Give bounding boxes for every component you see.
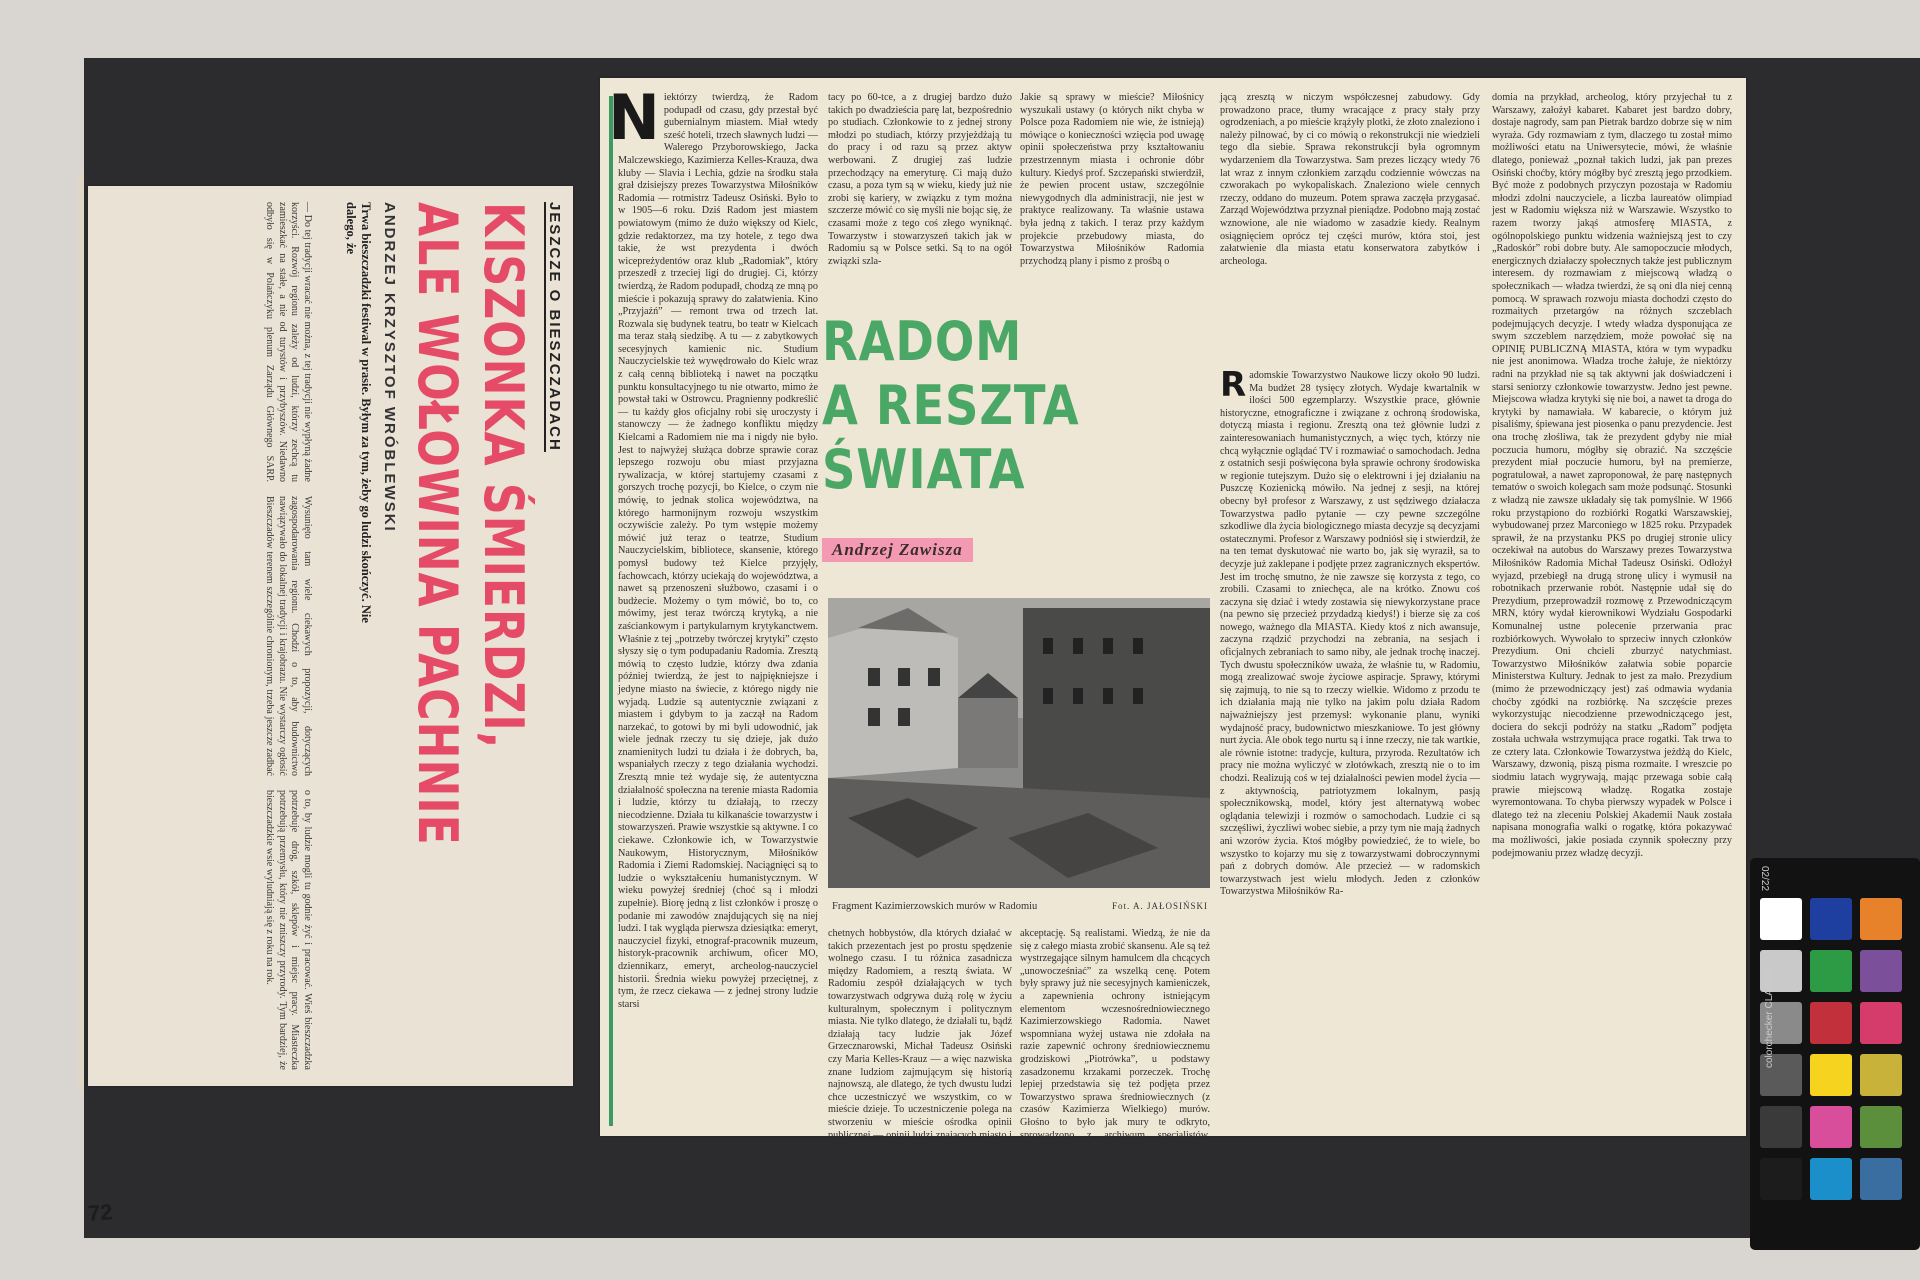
left-kicker: JESZCZE O BIESZCZADACH xyxy=(546,202,563,452)
left-byline: ANDRZEJ KRZYSZTOF WRÓBLEWSKI xyxy=(381,202,398,533)
left-clipping xyxy=(88,186,573,1086)
column-1-text: iektórzy twierdzą, że Radom podupadł od czasu, gdy przestał być gubernialnym miastem. Miał wtedy sześć hoteli, trzech sławnych ludzi — Walerego Przyborowskiego, Jacka Malczewskiego, Kazimierza Kelles-Krauza, dwa kluby — Slavia i Lechia, gdzie na środku stała grał dzisiejszy prezes Towarzystwa Miłośników Radomia — rotmistrz Tadeusz Osiński. Było to w 1905—6 roku. Dziś Radom jest miastem powiatowym (mimo że dużo większy od Kielc, gdzie redaktorzez, ma tzy hotele, z tego dwa takie, że wst prezydenta i dwóch wicepreżydentów oraz klub „Radomiak”, który przeszedł z trzeciej ligi do drugiej. Ci, którzy twierdzą, że Radom podupadł, chodzą ze mną po mieście i pokazują sprawy do załatwienia. Kino „Przyjaźń” — remont trwa od trzech lat. Rozwala się budynek teatru, bo teatr w Kielcach ma teraz stałą siedzibę. A tu — z zabytkowych secesyjnych kamienic nic. Studium Nauczycielskie też wywędrowało do Kielc wraz z całą cenną biblioteką i nawet na początku punktu konsultacyjnego tu nie otwarto, mimo że powstał taki w Ostrowcu. Pragnienny podkreślić — tu każdy głos oficjalny robi się uroczysty i stanowczy — że żadnego konfliktu między Kielcami a Radomiem nie ma i nigdy nie było. Jest to najwyżej służąca dobrze sprawie coraz lepszego rozwoju obu miast przyjazna rywalizacja, w której startujemy czasami z gorszych trochę pozycji, bo Kielce, o czym nie mówię, to jednak stolica województwa, na którego harmonijnym rozwoju wszystkim oczywiście zależy. Po tym wstępie możemy mówić już teraz o teatrze, Studium Nauczycielskim, bibliotece, skansenie, którego pomysł budowy też Kielce przyjęły, fachowcach, którzy uciekają do województwa, a nawet są przenoszeni służbowo, czasami i o budżecie. Możemy o tym mówić, bo to, co mówimy, jest teraz twórczą krytyką, a nie zaściankowym i partykularnym krytykanctwem. Właśnie z tej „potrzeby twórczej krytyki” często słyszy się o tym podupadaniu Radomia. Zresztą mówią to często ludzie, którzy dwa zdania później twierdzą, że jest to najpiękniejsze i jedyne miasto na świecie, z którego nigdy nie wyjadą. Ludzie są autentycznie związani z miastem i gdybym to ja zaczął na Radom narzekać, to gotowi by mi byli udowodnić, jak wiele jednak rzeczy tu się dzieje, jak dużo znamienitych ludzi tu działa i że dobrych, ba, wspaniałych rzeczy z tego działania wychodzi. Zresztą mnie też wydaje się, że autentyczna działalność społeczna na terenie miasta Radomia i ludzie, którzy tu działają, to rzeczy niecodzienne. Działa tu kilkanaście towarzystw i stowarzyszeń. Prawie wszystkie są aktywne. I co ciekawe. Członkowie ich, w Towarzystwie Naukowym, Historycznym, Miłośników Radomia i Ziemi Radomskiej. Naciągnięci są to ludzie o wykształceniu humanistycznym. W wieku powyżej średniej (choć są i młodzi zupełnie). Biorę jedną z list członków i proszę o podanie mi zawodów znajdujących się na niej ludzi. I tak wygląda pierwsza dziesiątka: emeryt, nauczyciel fizyki, etnograf-pracownik muzeum, historyk-pracownik archiwum, oficer MO, dziennikarz, emeryt, archeolog-nauczyciel historii. Średnia wieku powyżej przeciętnej, z tym, że rzecz ciekawa — z jednej strony ludzie starsi xyxy=(618,92,818,1010)
page-number: 72 xyxy=(87,1199,114,1226)
color-swatch xyxy=(1860,950,1902,992)
left-headline-line1: KISZONKA ŚMIERDZI, xyxy=(472,202,535,750)
color-checker-brand: colorchecker CLASSIC xyxy=(1764,965,1775,1068)
color-swatch xyxy=(1860,898,1902,940)
article-column-2a: tacy po 60-tce, a z drugiej bardzo dużo takich po dwadzieścia parę lat, bezpośrednio po studiach. Członkowie to z jednej strony młodzi po studiach, którzy przyjeżdżają tu do pracy i od razu są przez aktyw werbowani. Z drugiej zaś ludzie przechodzący na emeryturę. Ci mają dużo czasu, a poza tym są w wieku, kiedy już nie zrobi się kariery, w związku z tym można szczerze mówić co się myśli nie bojąc się, że czasami może z tego coś złego wyniknąć. Towarzystw i stowarzyszeń takich jak w Radomiu są w Polsce setki. Są to na ogół związki szla- xyxy=(828,92,1012,267)
article-column-4a: jącą zresztą w niczym współczesnej zabudowy. Gdy prowadzono prace, tłumy wracające z pracy stały przy ogrodzeniach, a po mieście krążyły plotki, że złoto znaleziono i należy pilnować, by ci co mówią o rekonstrukcji nie wiedzieli tego dla siebie. Sprawa rekonstrukcji była ogromnym wydarzeniem dla Towarzystwa. Sam prezes liczący wtedy 76 lat wraz z innym członkiem zarządu codziennie wówczas na czworakach po wykopaliskach. Znaleziono wiele cennych rzeczy, oddano do muzeum. Potem sprawa zaczęła przygasać. Zarząd Województwa przyznał pieniądze. Podobno mają zostać wznowione, ale nie wiadomo w zasadzie kiedy. Realnym osiągnięciem oprócz tej części murów, która stoi, jest załatwienie dla miasta etatu konserwatora zabytków i archeologa. xyxy=(1220,92,1480,267)
article-column-4b xyxy=(1220,365,1480,1126)
article-column-3b: akceptację. Są realistami. Wiedzą, że nie da się z całego miasta zrobić skansenu. Ale są też wystrzegające silnym hamulcem dla chcących „unowocześniać” za wszelką cenę. Potem były sprawy już nie secesyjnych kamieniczek, a zapewnienia ochrony istniejącym elementom wczesnośredniowiecznego Kazimierzowskiego Radomia. Nawet wspomniana wyżej ustawa nie zdołała na razie zapewnić ochrony średniowiecznemu grodziskowi „Piotrówka”, u podstawy zasadzonemu krzakami porzeczek. Trochę lepiej przedstawia się też podjęta przez Towarzystwo sprawa średniowiecznych (z czasów Kazimierza Wielkiego) murów. Głośno to było jak mury te odkryto, sprowadzono z archiwum specjalistów, zaprojektowano cała rekonstrukcję murów dookoła miasta, nie naruszą- xyxy=(1020,928,1210,1166)
color-swatch xyxy=(1760,1158,1802,1200)
color-swatch xyxy=(1810,1106,1852,1148)
color-swatch xyxy=(1810,1158,1852,1200)
color-swatch xyxy=(1860,1002,1902,1044)
color-swatch xyxy=(1760,1106,1802,1148)
left-body-columns: — Do tej tradycji wracać nie można, z tej tradycji nie wypłyną żadne korzyści. Rozwój regionu zależy od ludzi, którzy zechcą tu zamieszkać na stałe, a nie od turystów i przybyszów. Niedawno odbyło się w Polańczyku plenum Zarządu Głównego SARP. Wysunięto tam wiele ciekawych propozycji, dotyczących zagospodarowania regionu. Chodzi o to, aby budownictwo nawiązywało do lokalnej tradycji i krajobrazu. Nie wystarczy ogłosić Bieszczadów terenem szczególnie chronionym, trzeba jeszcze zadbać o to, by ludzie mogli tu godnie żyć i pracować. Wieś bieszczadzka potrzebuje dróg, szkół, sklepów i miejsc pracy. Miasteczka potrzebują przemysłu, który nie zniszczy przyrody. Tym bardziej, że bieszczadzkie wsie wyludniają się z roku na rok. xyxy=(264,202,313,1070)
color-swatch xyxy=(1760,898,1802,940)
article-column-2b: chetnych hobbystów, dla których działać w takich przezentach jest po prostu spędzenie wolnego czasu. I tu różnica zasadnicza między Radomiem, a resztą świata. W Radomiu zespół działających w tych towarzystwach odgrywa dużą rolę w życiu kulturalnym, społecznym i politycznym miasta. Nie tylko dlatego, że działali tu, bądź działają tacy ludzie jak Józef Grzecznarowski, Michał Tadeusz Osiński czy Maria Kelles-Krauz — a więc nazwiska znane ludziom zajmującym się historią najnowszą, ale dlatego, że tych dwustu ludzi chce uczestniczyć we wszystkim, co w mieście dzieje. To uczestniczenie polega na stworzeniu w mieście ośrodka opinii publicznej — opinii ludzi znających miasto i przywiązanych do niego. Z którą opinią, jak wszyscy przyznają, „w pewnym sensie trzeba się liczyć”. xyxy=(828,928,1012,1179)
color-swatch xyxy=(1810,1054,1852,1096)
headline-line-2: A RESZTA xyxy=(822,374,1080,437)
article-headline xyxy=(822,310,1097,502)
color-checker-card xyxy=(1750,858,1920,1250)
photo-caption xyxy=(832,901,1208,912)
drop-cap-r: R xyxy=(1220,365,1247,405)
article-author: Andrzej Zawisza xyxy=(822,538,973,562)
article-column-5: domia na przykład, archeolog, który przyjechał tu z Warszawy, założył kabaret. Kabaret jest bardzo dobry, dostaje nagrody, sam pan Pietrak bardzo dobrze się w nim wyraża. Gdy rozmawiam z tym, dlaczego tu został mimo możliwości etatu na Uniwersytecie, mówi, że właśnie dlatego, ponieważ „poznał takich ludzi, jak pan prezes Osiński choćby, który mógłby być zresztą jego przodkiem. Być może z podobnych przyczyn pozostaja w Radomiu młodzi zdolni nauczyciele, a liczba laureatów olimpiad jest w Radomiu większa niż w Warszawie. Wszystko to razem tworzy jakąś atmosferę MIASTA, z ogólnopolskiego punktu widzenia ważniejszą jest to czy „Radoskór” robi dobre buty. Ale samopoczucie młodych, energicznych działaczy społecznych także jest publicznym interesem. dy rozmawiam z miejscową władzą o społecznikach — władza twierdzi, że są oni dla niej cenną pomocą. W sprawach rozwoju miasta dochodzi często do rozmaitych przetargów na różnych szczeblach podejmujących decyzje. I wtedy władza dysponująca ze swym szczeblem narzędziem, może powołać się na OPINIĘ PUBLICZNĄ MIASTA, która w tym wypadku nie jest anonimowa. Władza troche żałuje, że niektórzy radni na przykład nie są tak aktywni jak doświadczeni i starsi seniorzy członkowie towarzystw. Jedno jest pewne. Miejscowa władza krytyki się nie boi, a nawet ta droga do krytyki by namawiała. W kabarecie, o którym już pisaliśmy, śpiewana jest piosenka o panu prezydencie. Jest ona trochę złośliwa, tak że prezydent gdyby nie miał poczucia humoru, mógłby się obrazić. Na szczęście prezydent miał poczucie humoru, był na premierze, pogratulował, a nawet zaproponował, że parę następnych tematów o swoich kolegach sam może podsunąć. Stosunki z władzą nie zawsze układały się tak pomyślnie. W 1966 roku przystąpiono do rozbiórki Rogatki Warszawskiej, wybudowanej przez Marconiego w 1825 roku. Przypadek sprawił, że na przystanku PKS po drugiej stronie ulicy oczekiwał na autobus do Warszawy prezes Towarzystwa Miłośników Radomia Michał Tadeusz Osiński. Odłożył wyjazd, przebiegł na drugą stronę ulicy i wymusił na robotnikach przerwanie robót. Następnie udał się do Prezydium, przeprowadził rozmowę z Przewodniczącym MRN, który wydał kierownikowi Wydziału Gospodarki Komunalnej ustne polecenie przerwania prac rozbiórkowych. Wywołało to sprzeciw innych członków Prezydium. Oni chcieli zburzyć natychmiast. Towarzystwo Miłośników załatwia sobie poparcie Ministerstwa Kultury. Jednak to jest za mało. Prezydium (mimo że przewodniczący jest) zaś odmawia wydania choćby zgódki na rozbiórkę. Na szczęście prezes wykorzystując niecodzienne przewodniczącego jest, dociera do sekcji podróży na statku „Radom” podjęta została uchwała wstrzymująca prace rogatki. Tak trwa to ze cztery lata. Członkowie Towarzystwa jeżdżą do Kielc, Warszawy, dzwonią, piszą pisma rozmaite. I wreszcie po siodmiu latach wygrywają, mając przewaga sobie całą prawie miejscową władzę. Rogatka zostaje wyremontowana. To chyba pierwszy wypadek w Polsce i dlatego też na zleceniu Polskiej Akademii Nauk została napisana monografia walki o rogatkę, która pokazywać ma możliwości, jakie posiada czynnik społeczny przy podejmowaniu przez władzę decyzji. xyxy=(1492,92,1732,859)
headline-line-1: RADOM xyxy=(822,310,1023,373)
column-4b-text: adomskie Towarzystwo Naukowe liczy około 90 ludzi. Ma budżet 28 tysięcy złotych. Wydaje kwartalnik w ilości 500 egzemplarzy. Wszystkie prace, głównie historyczne, etnograficzne i związane z ochroną środowiska, dotyczą miasta i regionu. Zresztą ona też głównie ludzi z zainteresowaniach humanistycznych, a więc tych, którzy nie chcą wyłącznie oglądać TV i rozmawiać o samochodach. Jedna z ostatnich sesji poświęcona była sprawie ochrony środowiska w regionie tutejszym. Dużo się o elektrowni i jej działaniu na Puszczę Kozienicką mówiło. Na jednej z sesji, na której obecny był profesor z Warszawy, z ust sędziwego działacza Towarzystwa padło pytanie — czy pewne szczególne szkodliwe dla życia biologicznego miasta decyzje są decyzjami ostatecznymi. Profesor z Warszawy podniósł się i stwierdził, że na ten temat dyskutować nie warto bo, jak się wyraził, sa to decyzje już zaklepane i podjęte przez zagranicznych ekspertów. Jest im trochę smutno, że nie zawsze się korzysta z tego, co zrobili. Czasami to zniechęca, ale na krótko. Znowu coś zaczyna się dziać i wtedy zostawia się niewykorzystane prace (na pewno się przecież przydadzą kiedyś!) i bierze się za coś nowego, ważnego dla MIASTA. Kiedy ktoś z nich awansuje, zaczyna rządzić przychodzi na zebrania, na sesjach i oficjalnych zebraniach to samo niby, ale jednak trochę inaczej. Tych dwustu społeczników uważa, że właśnie tu, w Radomiu, mogą zrealizować swoje życiowe aspiracje. Sprawy, którymi się zajmują, to nie są to rzeczy wielkie. Widomo z przodu te ich działania mają nie tylko na jakim polu działa Radom najważniejszy jest przemysł: wykonanie planu, wyniki wydajność pracy, budownictwo mieszkaniowe. To jest główny nurt życia. Ale obok tego nurtu są i inne rzeczy, nie tak wartkie, ale równie istotne: tradycje, kultura, przyroda. Rezultatów ich pracy nie można wyliczyć w złotówkach, zresztą nie o to im chodzi. Realizują coś w tej działalności pewien model życia — z aktywnością, patriotyzmem lokalnym, pasją społecznikowską, model, który jest alternatywą wobec oglądania telewizji i rozmów o samochodach. Ludzie ci są szczęśliwi, życzliwi wobec siebie, a przy tym nie mają żadnych ani wzorów życia. Ktoś mógłby powiedzieć, że to wiele, bo wszystko to kojarzy mu się z towarzystwami dobroczynnymi pań z dobrych domów. Ale przecież — w radomskich towarzystwach jest wielu młodych. Jeden z członków Towarzystwa Miłośników Ra- xyxy=(1220,370,1480,898)
color-swatch xyxy=(1860,1054,1902,1096)
color-swatch xyxy=(1810,898,1852,940)
article-photo xyxy=(828,598,1210,888)
photo-credit: Fot. A. JAŁOSIŃSKI xyxy=(1111,901,1208,911)
green-rule xyxy=(609,96,613,1126)
color-checker-label: 02/22 xyxy=(1759,866,1770,892)
color-swatch xyxy=(1860,1106,1902,1148)
color-swatch xyxy=(1860,1158,1902,1200)
headline-line-3: ŚWIATA xyxy=(822,438,1026,501)
article-column-3a: Jakie są sprawy w mieście? Miłośnicy wyszukali ustawy (o których nikt chyba w Polsce poza Radomiem nie wie, że istnieją) mówiące o konieczności wzięcia pod uwagę opinii społeczeństwa przy kształtowaniu przestrzennym miasta i ochronie dóbr kultury. Kiedyś prof. Szczepański stwierdził, że pewien procent ustaw, szczególnie niewygodnych dla administracji, nie jest w praktyce realizowany. Ta właśnie ustawa była jedną z takich. I teraz przy każdym projekcie przebudowy miasta, do Towarzystwa Miłośników Radomia przychodzą plany i pismo z prośbą o xyxy=(1020,92,1204,267)
left-lead: Trwa bieszczadzki festiwal w prasie. Byłym za tym, żeby go ludzi skończyć. Nie dalego, że xyxy=(344,202,373,623)
drop-cap-n: N xyxy=(608,81,660,154)
photo-caption-text: Fragment Kazimierzowskich murów w Radomiu xyxy=(832,901,1038,912)
left-headline-line2: ALE WOŁOWINA PACHNIE xyxy=(406,202,469,846)
color-swatch xyxy=(1810,1002,1852,1044)
article-column-1 xyxy=(608,81,818,1126)
main-clipping xyxy=(600,78,1746,1179)
color-swatch xyxy=(1810,950,1852,992)
